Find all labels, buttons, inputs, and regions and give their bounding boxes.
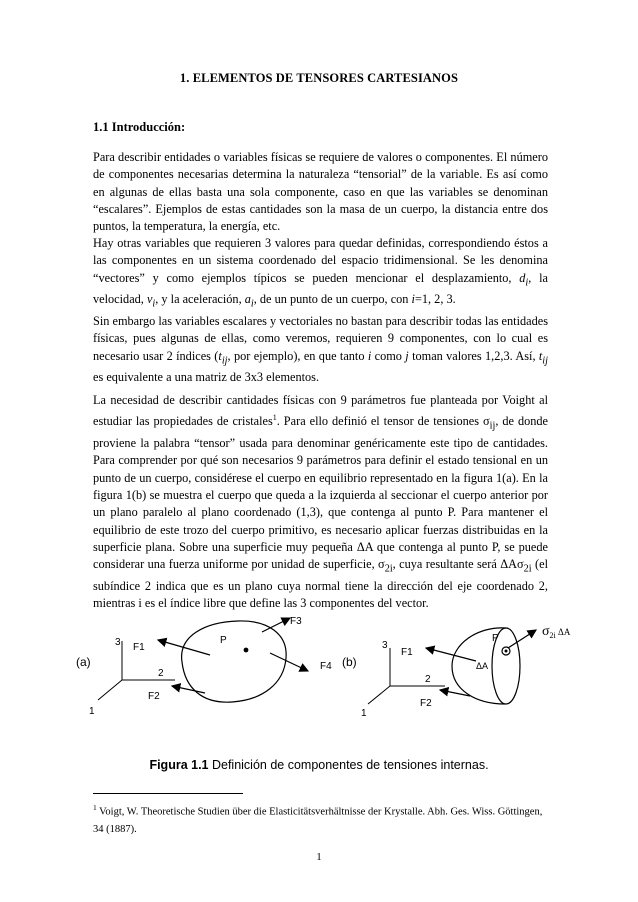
paragraph-2: Hay otras variables que requieren 3 valores para quedar definidas, correspondiendo éstos a las componentes en un sistema coordenado del espacio tridimensional. Se les denomina “vectores” y como ejemplos típicos se pueden mencionar el desplazamiento, $d_i$, la velocidad, $v_i$, y la aceleración, $a_i$, de un punto de un cuerpo, con i=1, 2, 3. xyxy=(93,236,548,310)
panel-a-label: (a) xyxy=(76,655,91,669)
force-f4-label: F4 xyxy=(320,661,332,672)
force-f1-arrow xyxy=(158,640,210,655)
axis-1-line xyxy=(368,686,390,704)
axis-3-label: 3 xyxy=(115,637,121,648)
stress-vector-label: σ2i ΔA xyxy=(542,624,571,640)
paragraph-3: Sin embargo las variables escalares y vectoriales no bastan para describir todas las entidades físicas, pues algunas de ellas, como veremos, requieren 9 componentes, con lo cual es necesario usar 2 índices ($t_{ij}$, por ejemplo), en que tanto i como j toman valores 1,2,3. Así, $t_{ij}$ es equivalente a una matriz de 3x3 elementos. xyxy=(93,314,548,385)
force-f3-label: F3 xyxy=(290,616,302,627)
point-p-label: P xyxy=(492,633,499,644)
force-f1-label: F1 xyxy=(133,642,145,653)
axis-1-label: 1 xyxy=(361,708,367,719)
force-f2-label: F2 xyxy=(420,698,432,709)
figure-tension-diagram xyxy=(0,608,638,723)
body-outline xyxy=(182,621,287,702)
footnote: $^1$ Voigt, W. Theoretische Studien über die Elasticitätsverhältnisse der Krystalle. Abh. Ges. Wiss. Göttingen, 34 (1887). xyxy=(93,803,543,835)
page-number: 1 xyxy=(316,851,322,863)
paragraph-4: La necesidad de describir cantidades físicas con 9 parámetros fue planteada por Voight al estudiar las propiedades de cristales$^1$. Para ello definió el tensor de tensiones $\sigma_{ij}$, de donde proviene la palabra “tensor” usada para denominar genéricamente este tipo de cantidades. Para comprender por qué son necesarios 9 parámetros para definir el estado tensional en un punto de un cuerpo, considérese el cuerpo en equilibrio representado en la figura 1(a). En la figura 1(b) se muestra el cuerpo que queda a la izquierda al seccionar el cuerpo anterior por un plano paralelo al plano coordenado (1,3), que contenga al punto P. Para mantener el equilibrio de este trozo del cuerpo primitivo, es necesario aplicar fuerzas distribuidas en la superficie plana. Sobre una superficie muy pequeña ΔA que contenga al punto P, se puede considerar una fuerza uniforme por unidad de superficie, $\sigma_{2i}$, cuya resultante será ΔAσ$_{2i}$ (el subíndice 2 indica que es un plano cuya normal tiene la dirección del eje coordenado 2, mientras i es el índice libre que define las 3 componentes del vector. xyxy=(93,393,548,611)
point-p-marker xyxy=(244,648,249,653)
force-f1-arrow xyxy=(426,648,476,661)
section-heading: 1.1 Introducción: xyxy=(93,120,186,134)
force-f1-label: F1 xyxy=(401,647,413,658)
axis-1-label: 1 xyxy=(89,706,95,717)
footnote-divider xyxy=(93,793,243,794)
figure-panel-b xyxy=(342,624,571,719)
force-f4-arrow xyxy=(270,653,308,671)
page-title: 1. ELEMENTOS DE TENSORES CARTESIANOS xyxy=(179,71,459,85)
figure-caption-label: Figura 1.1 xyxy=(149,758,209,772)
axis-2-label: 2 xyxy=(425,674,431,685)
axis-3-label: 3 xyxy=(382,640,388,651)
point-p-marker xyxy=(505,650,508,653)
axis-2-label: 2 xyxy=(158,668,164,679)
force-f2-arrow xyxy=(172,686,205,693)
area-delta-a-label: ΔA xyxy=(476,661,489,671)
paragraph-1: Para describir entidades o variables físicas se requiere de valores o componentes. El número de componentes necesarias determina la naturaleza “tensorial” de la variable. Es así como en algunas de ellas basta una sola componente, caso en que las variables se denominan “escalares”. Ejemplos de estas cantidades son la masa de un cuerpo, la distancia entre dos puntos, la temperatura, la energía, etc. xyxy=(93,150,548,234)
point-p-label: P xyxy=(220,635,227,646)
footnote-reference: 1 xyxy=(272,413,277,423)
figure-caption: Figura 1.1 Definición de componentes de tensiones internas. xyxy=(149,758,489,772)
panel-b-label: (b) xyxy=(342,655,357,669)
force-f2-label: F2 xyxy=(148,691,160,702)
axis-1-line xyxy=(98,680,122,700)
figure-panel-a xyxy=(76,616,332,717)
